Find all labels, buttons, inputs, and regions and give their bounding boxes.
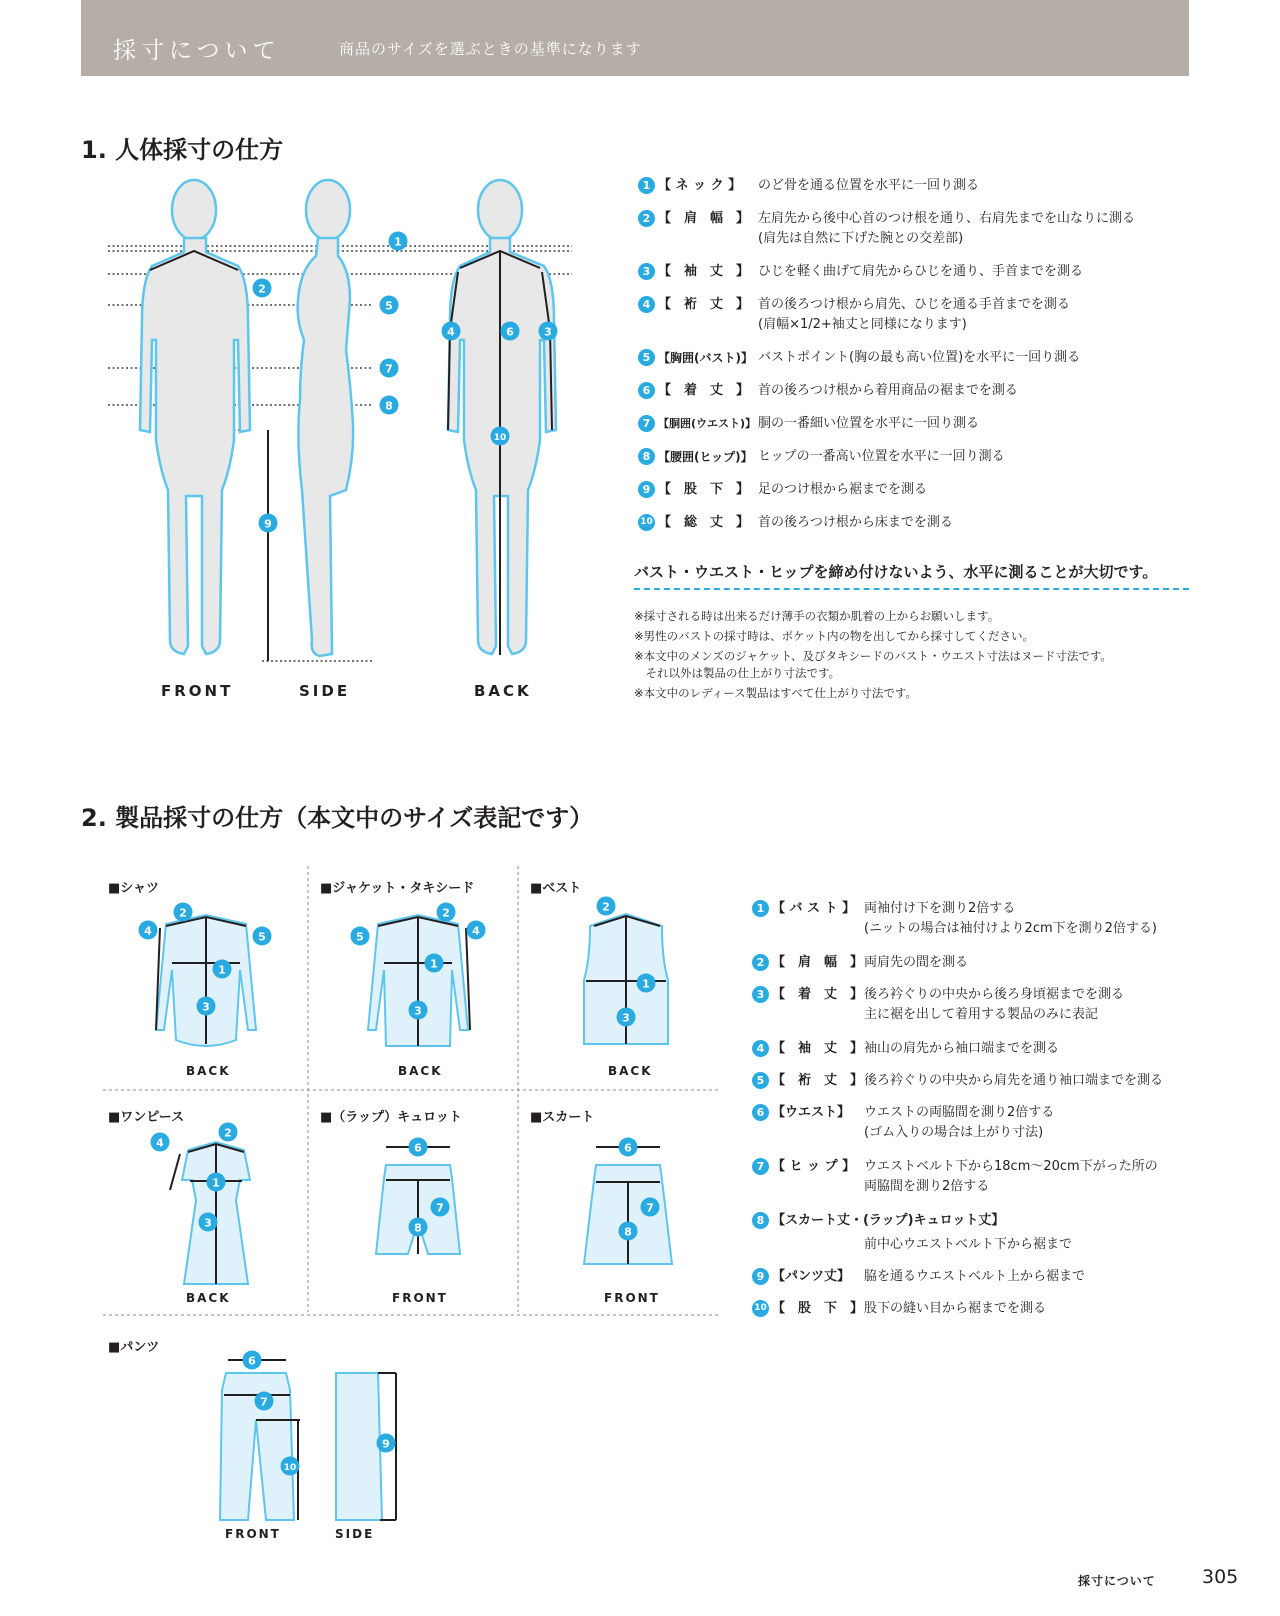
svg-text:1: 1 [212, 1176, 220, 1190]
garment-view-label: BACK [186, 1064, 231, 1078]
important-note: バスト・ウエスト・ヒップを締め付けないよう、水平に測ることが大切です。 [634, 563, 1158, 581]
number-badge: 6 [752, 1104, 769, 1121]
shirt-figure [156, 915, 256, 1046]
svg-text:1: 1 [642, 977, 650, 991]
svg-text:8: 8 [624, 1225, 632, 1239]
measurement-desc: ウエストの両脇間を測り2倍する [864, 1105, 1055, 1120]
number-badge: 9 [752, 1268, 769, 1285]
view-label-side: SIDE [299, 682, 351, 700]
culotte-figure [376, 1147, 460, 1254]
page-number: 305 [1202, 1566, 1239, 1588]
number-badge: 6 [638, 382, 655, 399]
svg-text:6: 6 [624, 1141, 632, 1155]
garment-title-onepiece: ■ワンピース [108, 1110, 185, 1125]
header-subtitle: 商品のサイズを選ぶときの基準になります [339, 40, 642, 58]
measurement-desc-cont: 両脇間を測り2倍する [864, 1179, 990, 1194]
measurement-label: 【 ネ ッ ク 】 [658, 178, 742, 193]
svg-text:1: 1 [394, 235, 402, 249]
measurement-desc: バストポイント(胸の最も高い位置)を水平に一回り測る [758, 350, 1081, 365]
measurement-label: 【 裄 丈 】 [772, 1073, 864, 1088]
svg-text:5: 5 [258, 930, 266, 944]
garment-view-label: FRONT [225, 1527, 281, 1541]
note-line: ※本文中のレディース製品はすべて仕上がり寸法です。 [634, 686, 917, 700]
svg-text:10: 10 [493, 433, 507, 443]
number-badge: 1 [638, 177, 655, 194]
number-badge: 10 [638, 514, 655, 531]
measurement-desc: ウエストベルト下から18cm～20cm下がった所の [864, 1159, 1158, 1174]
svg-text:5: 5 [356, 930, 364, 944]
measurement-label: 【 裄 丈 】 [658, 297, 750, 312]
svg-text:6: 6 [248, 1354, 256, 1368]
measurement-desc: 首の後ろつけ根から着用商品の裾までを測る [758, 383, 1018, 398]
svg-text:9: 9 [264, 517, 272, 531]
svg-text:7: 7 [260, 1395, 268, 1409]
measurement-label: 【 バ ス ト 】 [772, 901, 856, 916]
measurement-desc: 足のつけ根から裾までを測る [758, 482, 928, 497]
svg-text:8: 8 [385, 399, 393, 413]
measurement-label: 【胸囲(バスト)】 [658, 351, 753, 365]
number-badge: 5 [752, 1072, 769, 1089]
measurement-label: 【 袖 丈 】 [658, 264, 750, 279]
number-badge: 2 [752, 954, 769, 971]
measurement-label: 【 肩 幅 】 [658, 211, 750, 226]
measurement-desc: ヒップの一番高い位置を水平に一回り測る [758, 449, 1005, 464]
svg-text:6: 6 [414, 1141, 422, 1155]
svg-text:10: 10 [283, 1463, 297, 1473]
svg-text:2: 2 [224, 1126, 232, 1140]
measurement-label: 【スカート丈・(ラップ)キュロット丈】 [772, 1213, 1005, 1228]
svg-text:7: 7 [385, 362, 393, 376]
svg-text:3: 3 [544, 325, 552, 339]
number-badge: 3 [752, 986, 769, 1003]
garment-view-label: FRONT [392, 1291, 448, 1305]
header-title: 採寸について [113, 38, 281, 64]
section1-heading: 1. 人体採寸の仕方 [81, 136, 284, 164]
measurement-label: 【パンツ丈】 [772, 1269, 851, 1284]
number-badge: 7 [752, 1158, 769, 1175]
number-badge: 10 [752, 1300, 769, 1317]
garment-title-pants: ■パンツ [108, 1340, 160, 1355]
measurement-label: 【 ヒ ッ プ 】 [772, 1159, 856, 1174]
svg-text:1: 1 [430, 957, 438, 971]
measurement-label: 【 股 下 】 [658, 482, 750, 497]
measurement-label: 【腰囲(ヒップ)】 [658, 450, 753, 464]
measurement-desc: 両肩先の間を測る [864, 955, 969, 970]
measurement-desc-cont: (肩幅×1/2+袖丈と同様になります) [758, 317, 967, 332]
measurement-desc: 後ろ衿ぐりの中央から肩先を通り袖口端までを測る [864, 1073, 1164, 1088]
measurement-desc: 胴の一番細い位置を水平に一回り測る [758, 416, 980, 431]
section2-heading: 2. 製品採寸の仕方（本文中のサイズ表記です） [81, 804, 594, 832]
number-badge: 8 [752, 1212, 769, 1229]
measurement-label: 【 着 丈 】 [658, 383, 750, 398]
note-line: ※本文中のメンズのジャケット、及びタキシードのバスト・ウエスト寸法はヌード寸法です。 [634, 649, 1112, 663]
number-badge: 9 [638, 481, 655, 498]
svg-text:3: 3 [202, 1000, 210, 1014]
garment-title-shirt: ■シャツ [108, 881, 160, 896]
svg-text:4: 4 [472, 924, 480, 938]
garment-title-vest: ■ベスト [530, 881, 582, 896]
svg-text:4: 4 [447, 325, 455, 339]
garment-title-skirt: ■スカート [530, 1110, 595, 1125]
pants-front-figure [220, 1360, 300, 1520]
svg-text:2: 2 [442, 906, 450, 920]
svg-text:2: 2 [258, 282, 266, 296]
svg-text:5: 5 [385, 299, 393, 313]
measurement-desc: ひじを軽く曲げて肩先からひじを通り、手首までを測る [758, 264, 1084, 279]
measurement-label: 【 袖 丈 】 [772, 1041, 864, 1056]
number-badge: 2 [638, 210, 655, 227]
view-label-back: BACK [474, 682, 532, 700]
number-badge: 4 [752, 1040, 769, 1057]
measurement-desc-cont: (肩先は自然に下げた腕との交差部) [758, 231, 964, 246]
svg-text:2: 2 [602, 900, 610, 914]
svg-text:8: 8 [414, 1221, 422, 1235]
measurement-label: 【 肩 幅 】 [772, 955, 864, 970]
measurement-desc-cont: 前中心ウエストベルト下から裾まで [864, 1237, 1073, 1252]
measurement-desc: 首の後ろつけ根から床までを測る [758, 515, 953, 530]
svg-text:3: 3 [622, 1011, 630, 1025]
measurement-label: 【胴囲(ウエスト)】 [658, 417, 757, 430]
footer-section-label: 採寸について [1078, 1574, 1156, 1588]
svg-text:4: 4 [144, 924, 152, 938]
garment-title-culotte: ■（ラップ）キュロット [320, 1110, 462, 1125]
measurement-desc: 両袖付け下を測り2倍する [864, 901, 1016, 916]
svg-text:4: 4 [156, 1136, 164, 1150]
svg-text:7: 7 [436, 1201, 444, 1215]
measurement-desc-cont: 主に裾を出して着用する製品のみに表記 [864, 1007, 1099, 1022]
svg-text:9: 9 [382, 1437, 390, 1451]
garment-view-label: SIDE [335, 1527, 375, 1541]
garment-view-label: BACK [398, 1064, 443, 1078]
measurement-desc-cont: (ニットの場合は袖付けより2cm下を測り2倍する) [864, 921, 1157, 936]
measurement-desc: 左肩先から後中心首のつけ根を通り、右肩先までを山なりに測る [758, 211, 1136, 226]
svg-text:3: 3 [204, 1216, 212, 1230]
svg-text:2: 2 [179, 906, 187, 920]
note-line: ※採寸される時は出来るだけ薄手の衣類か肌着の上からお願いします。 [634, 609, 1000, 623]
svg-text:6: 6 [506, 325, 514, 339]
measurement-desc: のど骨を通る位置を水平に一回り測る [758, 178, 980, 193]
view-label-front: FRONT [161, 682, 234, 700]
note-line: ※男性のバストの採寸時は、ポケット内の物を出してから採寸してください。 [634, 629, 1035, 643]
measurement-desc: 脇を通るウエストベルト上から裾まで [864, 1269, 1086, 1284]
measurement-label: 【ウエスト】 [772, 1105, 851, 1120]
garment-view-label: BACK [608, 1064, 653, 1078]
measurement-desc: 後ろ衿ぐりの中央から後ろ身頃裾までを測る [864, 987, 1125, 1002]
number-badge: 1 [752, 900, 769, 917]
measurement-desc: 股下の縫い目から裾までを測る [864, 1301, 1047, 1316]
garment-view-label: BACK [186, 1291, 231, 1305]
measurement-desc: 袖山の肩先から袖口端までを測る [864, 1041, 1060, 1056]
measurement-desc: 首の後ろつけ根から肩先、ひじを通る手首までを測る [758, 297, 1070, 312]
svg-text:3: 3 [414, 1004, 422, 1018]
measurement-desc-cont: (ゴム入りの場合は上がり寸法) [864, 1125, 1044, 1140]
number-badge: 8 [638, 448, 655, 465]
measurement-label: 【 着 丈 】 [772, 987, 864, 1002]
jacket-figure [368, 915, 470, 1046]
svg-text:1: 1 [218, 963, 226, 977]
measurement-label: 【 総 丈 】 [658, 515, 750, 530]
garment-view-label: FRONT [604, 1291, 660, 1305]
number-badge: 7 [638, 415, 655, 432]
number-badge: 3 [638, 263, 655, 280]
number-badge: 5 [638, 349, 655, 366]
garment-title-jacket: ■ジャケット・タキシード [320, 881, 475, 896]
measurement-label: 【 股 下 】 [772, 1301, 864, 1316]
note-line: それ以外は製品の仕上がり寸法です。 [634, 666, 841, 680]
number-badge: 4 [638, 296, 655, 313]
svg-text:7: 7 [646, 1201, 654, 1215]
